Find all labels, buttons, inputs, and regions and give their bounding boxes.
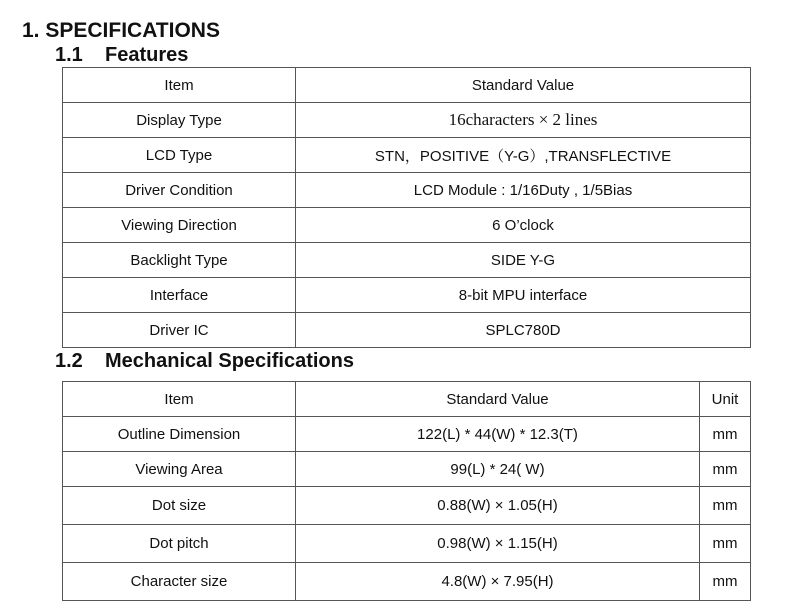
unit-cell: mm	[700, 525, 751, 563]
table-row	[63, 103, 751, 138]
mechanical-table	[62, 381, 751, 601]
table-header-row	[63, 68, 751, 103]
value-cell: LCD Module : 1/16Duty , 1/5Bias	[296, 173, 751, 208]
item-cell: Display Type	[63, 103, 296, 138]
section-title: 1. SPECIFICATIONS	[22, 19, 220, 42]
mechanical-heading-title: Mechanical Specifications	[105, 350, 354, 372]
features-heading-number: 1.1	[55, 44, 83, 66]
table-row	[63, 278, 751, 313]
unit-cell: mm	[700, 452, 751, 487]
item-cell: Outline Dimension	[63, 417, 296, 452]
mechanical-heading-number: 1.2	[55, 350, 83, 372]
item-cell: Dot pitch	[63, 525, 296, 563]
header-standard-value: Standard Value	[296, 68, 751, 103]
header-standard-value: Standard Value	[296, 382, 700, 417]
table-header-row	[63, 382, 751, 417]
value-cell: 6 O’clock	[296, 208, 751, 243]
value-cell: 4.8(W) × 7.95(H)	[296, 563, 700, 601]
value-cell: SIDE Y-G	[296, 243, 751, 278]
item-cell: LCD Type	[63, 138, 296, 173]
unit-cell: mm	[700, 487, 751, 525]
table-row	[63, 173, 751, 208]
value-cell: SPLC780D	[296, 313, 751, 348]
table-row	[63, 417, 751, 452]
item-cell: Driver Condition	[63, 173, 296, 208]
value-cell: 8-bit MPU interface	[296, 278, 751, 313]
header-item: Item	[63, 68, 296, 103]
value-cell: STN，POSITIVE（Y-G）,TRANSFLECTIVE	[296, 138, 751, 173]
features-heading-title: Features	[105, 44, 189, 66]
table-row	[63, 243, 751, 278]
value-cell: 122(L) * 44(W) * 12.3(T)	[296, 417, 700, 452]
mechanical-heading	[55, 349, 354, 373]
table-row	[63, 138, 751, 173]
item-cell: Viewing Direction	[63, 208, 296, 243]
table-row	[63, 208, 751, 243]
item-cell: Character size	[63, 563, 296, 601]
item-cell: Interface	[63, 278, 296, 313]
header-item: Item	[63, 382, 296, 417]
value-cell: 16characters × 2 lines	[296, 103, 751, 138]
item-cell: Viewing Area	[63, 452, 296, 487]
unit-cell: mm	[700, 417, 751, 452]
value-cell: 0.88(W) × 1.05(H)	[296, 487, 700, 525]
value-cell: 99(L) * 24( W)	[296, 452, 700, 487]
header-unit: Unit	[700, 382, 751, 417]
table-row	[63, 452, 751, 487]
item-cell: Driver IC	[63, 313, 296, 348]
table-row	[63, 487, 751, 525]
unit-cell: mm	[700, 563, 751, 601]
features-table	[62, 67, 751, 348]
table-row	[63, 525, 751, 563]
features-heading	[55, 43, 188, 67]
table-row	[63, 313, 751, 348]
value-cell: 0.98(W) × 1.15(H)	[296, 525, 700, 563]
table-row	[63, 563, 751, 601]
item-cell: Backlight Type	[63, 243, 296, 278]
item-cell: Dot size	[63, 487, 296, 525]
